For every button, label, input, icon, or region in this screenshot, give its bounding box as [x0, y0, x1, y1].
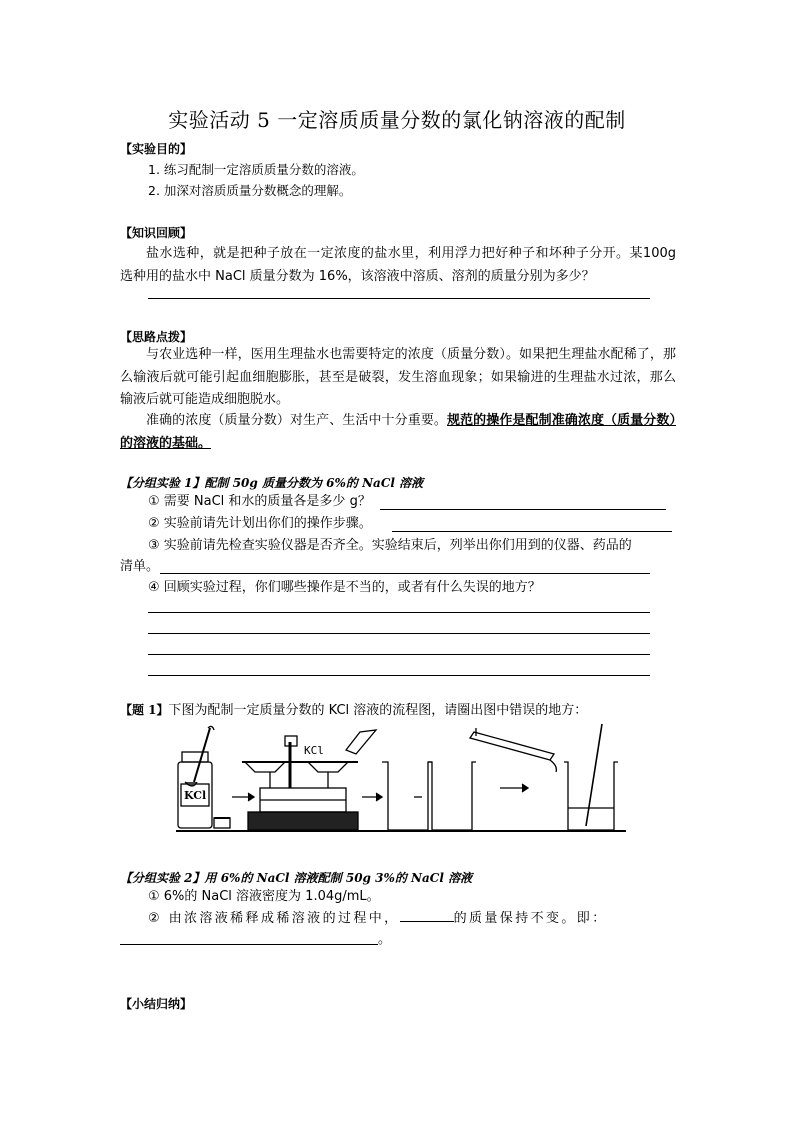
answer-blank[interactable] — [400, 909, 454, 922]
answer-line[interactable] — [148, 654, 650, 655]
thinking-paragraph-2 — [120, 410, 676, 455]
beaker-1 — [346, 730, 432, 830]
answer-line[interactable] — [380, 509, 666, 510]
exp1-question-4: ④ 回顾实验过程，你们哪些操作是不当的，或者有什么失误的地方？ — [148, 580, 541, 595]
bottle-label: KCl — [184, 789, 207, 802]
summary-header: 【小结归纳】 — [120, 997, 193, 1011]
answer-line[interactable] — [148, 612, 650, 613]
reagent-bottle — [178, 726, 214, 828]
answer-line[interactable] — [392, 531, 672, 532]
problem1-text: 下图为配制一定质量分数的 KCl 溶液的流程图，请圈出图中错误的地方： — [168, 703, 588, 718]
thinking-header: 【思路点拨】 — [120, 330, 193, 344]
exp2-question-2-part-2: 的质量保持不变。即： — [453, 911, 608, 926]
exp2-question-2 — [148, 909, 608, 929]
exp2-header: 【分组实验 2】用 6%的 NaCl 溶液配制 50g 3%的 NaCl 溶液 — [120, 871, 473, 885]
measuring-cylinder — [470, 728, 556, 772]
purpose-item-2: 2. 加深对溶质质量分数概念的理解。 — [148, 183, 352, 198]
exp2-question-2-part-1: ② 由浓溶液稀释成稀溶液的过程中， — [148, 911, 400, 926]
stopper — [214, 818, 230, 828]
purpose-header: 【实验目的】 — [120, 142, 193, 156]
thinking-paragraph-1: 与农业选种一样，医用生理盐水也需要特定的浓度（质量分数）。如果把生理盐水配稀了，那么输液后就可能引起血细胞膨胀，甚至是破裂，发生溶血现象；如果输进的生理盐水过浓，那么输液后就可能造成细胞脱水。 — [120, 347, 676, 407]
problem1-header: 【题 1】 — [120, 703, 169, 717]
purpose-item-1: 1. 练习配制一定溶质质量分数的溶液。 — [148, 162, 364, 177]
exp1-header: 【分组实验 1】配制 50g 质量分数为 6%的 NaCl 溶液 — [120, 476, 424, 490]
problem1 — [120, 700, 587, 721]
exp2-question-1: ① 6%的 NaCl 溶液密度为 1.04g/mL。 — [148, 889, 380, 904]
beaker-2 — [428, 762, 476, 830]
answer-line[interactable] — [148, 675, 650, 676]
thinking-plain-text: 准确的浓度（质量分数）对生产、生活中十分重要。 — [146, 413, 447, 428]
exp1-question-3-cont: 清单。 — [120, 559, 160, 574]
kcl-solution-flow-diagram — [170, 722, 630, 837]
answer-line[interactable] — [148, 633, 650, 634]
exp1-question-3: ③ 实验前请先检查实验仪器是否齐全。实验结束后，列举出你们用到的仪器、药品的 — [148, 538, 632, 553]
answer-line[interactable] — [148, 298, 650, 299]
page-title: 实验活动 5 一定溶质质量分数的氯化钠溶液的配制 — [168, 108, 626, 132]
answer-line[interactable] — [160, 573, 650, 574]
review-header: 【知识回顾】 — [120, 226, 193, 240]
exp1-question-1: ① 需要 NaCl 和水的质量各是多少 g？ — [148, 494, 371, 509]
beaker-3 — [564, 724, 618, 830]
answer-line[interactable] — [120, 944, 378, 945]
balance-label: KCl — [304, 744, 324, 757]
review-text: 盐水选种，就是把种子放在一定浓度的盐水里，利用浮力把好种子和坏种子分开。某100g 选种用的盐水中 NaCl 质量分数为 16%，该溶液中溶质、溶剂的质量分别为多少？ — [120, 246, 676, 284]
exp2-period: 。 — [378, 932, 392, 947]
balance — [242, 736, 358, 830]
thinking-emphasis-text: 规范的操作是配制准确浓度（质量分数）的溶液的基础。 — [120, 413, 676, 451]
exp1-question-2: ② 实验前请先计划出你们的操作步骤。 — [148, 516, 372, 531]
